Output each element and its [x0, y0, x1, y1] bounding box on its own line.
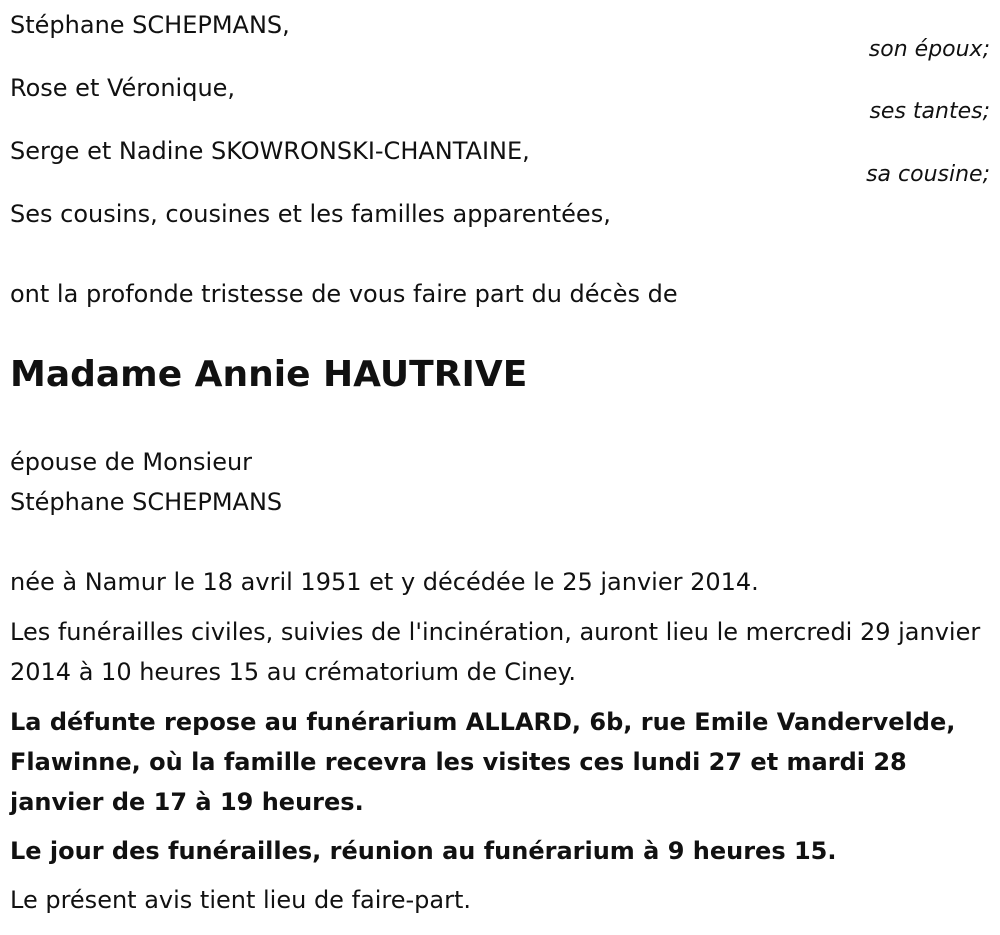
deceased-name: Madame Annie HAUTRIVE [10, 354, 528, 395]
funeral-details: Les funérailles civiles, suivies de l'incinération, auront lieu le mercredi 29 janvier 2014 à 10 heures 15 au crématorium de Ciney. [10, 618, 981, 686]
family-member-name: Rose et Véronique, [10, 74, 236, 102]
visitation-details: La défunte repose au funérarium ALLARD, 6b, rue Emile Vandervelde, Flawinne, où la famille recevra les visites ces lundi 27 et mardi 28 janvier de 17 à 19 heures. [10, 708, 956, 816]
family-relation: sa cousine; [866, 162, 990, 187]
family-member-name: Serge et Nadine SKOWRONSKI-CHANTAINE, [10, 137, 530, 165]
spouse-line-1: épouse de Monsieur [10, 448, 253, 476]
notice-text: Le présent avis tient lieu de faire-part. [10, 886, 472, 914]
family-relation: son époux; [868, 37, 990, 62]
meeting-details: Le jour des funérailles, réunion au funérarium à 9 heures 15. [10, 837, 837, 865]
announcement-text: ont la profonde tristesse de vous faire part du décès de [10, 280, 678, 308]
extended-family-line: Ses cousins, cousines et les familles apparentées, [10, 200, 611, 228]
spouse-line-2: Stéphane SCHEPMANS [10, 488, 283, 516]
family-relation: ses tantes; [869, 99, 990, 124]
family-member-name: Stéphane SCHEPMANS, [10, 11, 290, 39]
obituary-notice [10, 0, 990, 935]
birth-death-details: née à Namur le 18 avril 1951 et y décédée le 25 janvier 2014. [10, 568, 759, 596]
